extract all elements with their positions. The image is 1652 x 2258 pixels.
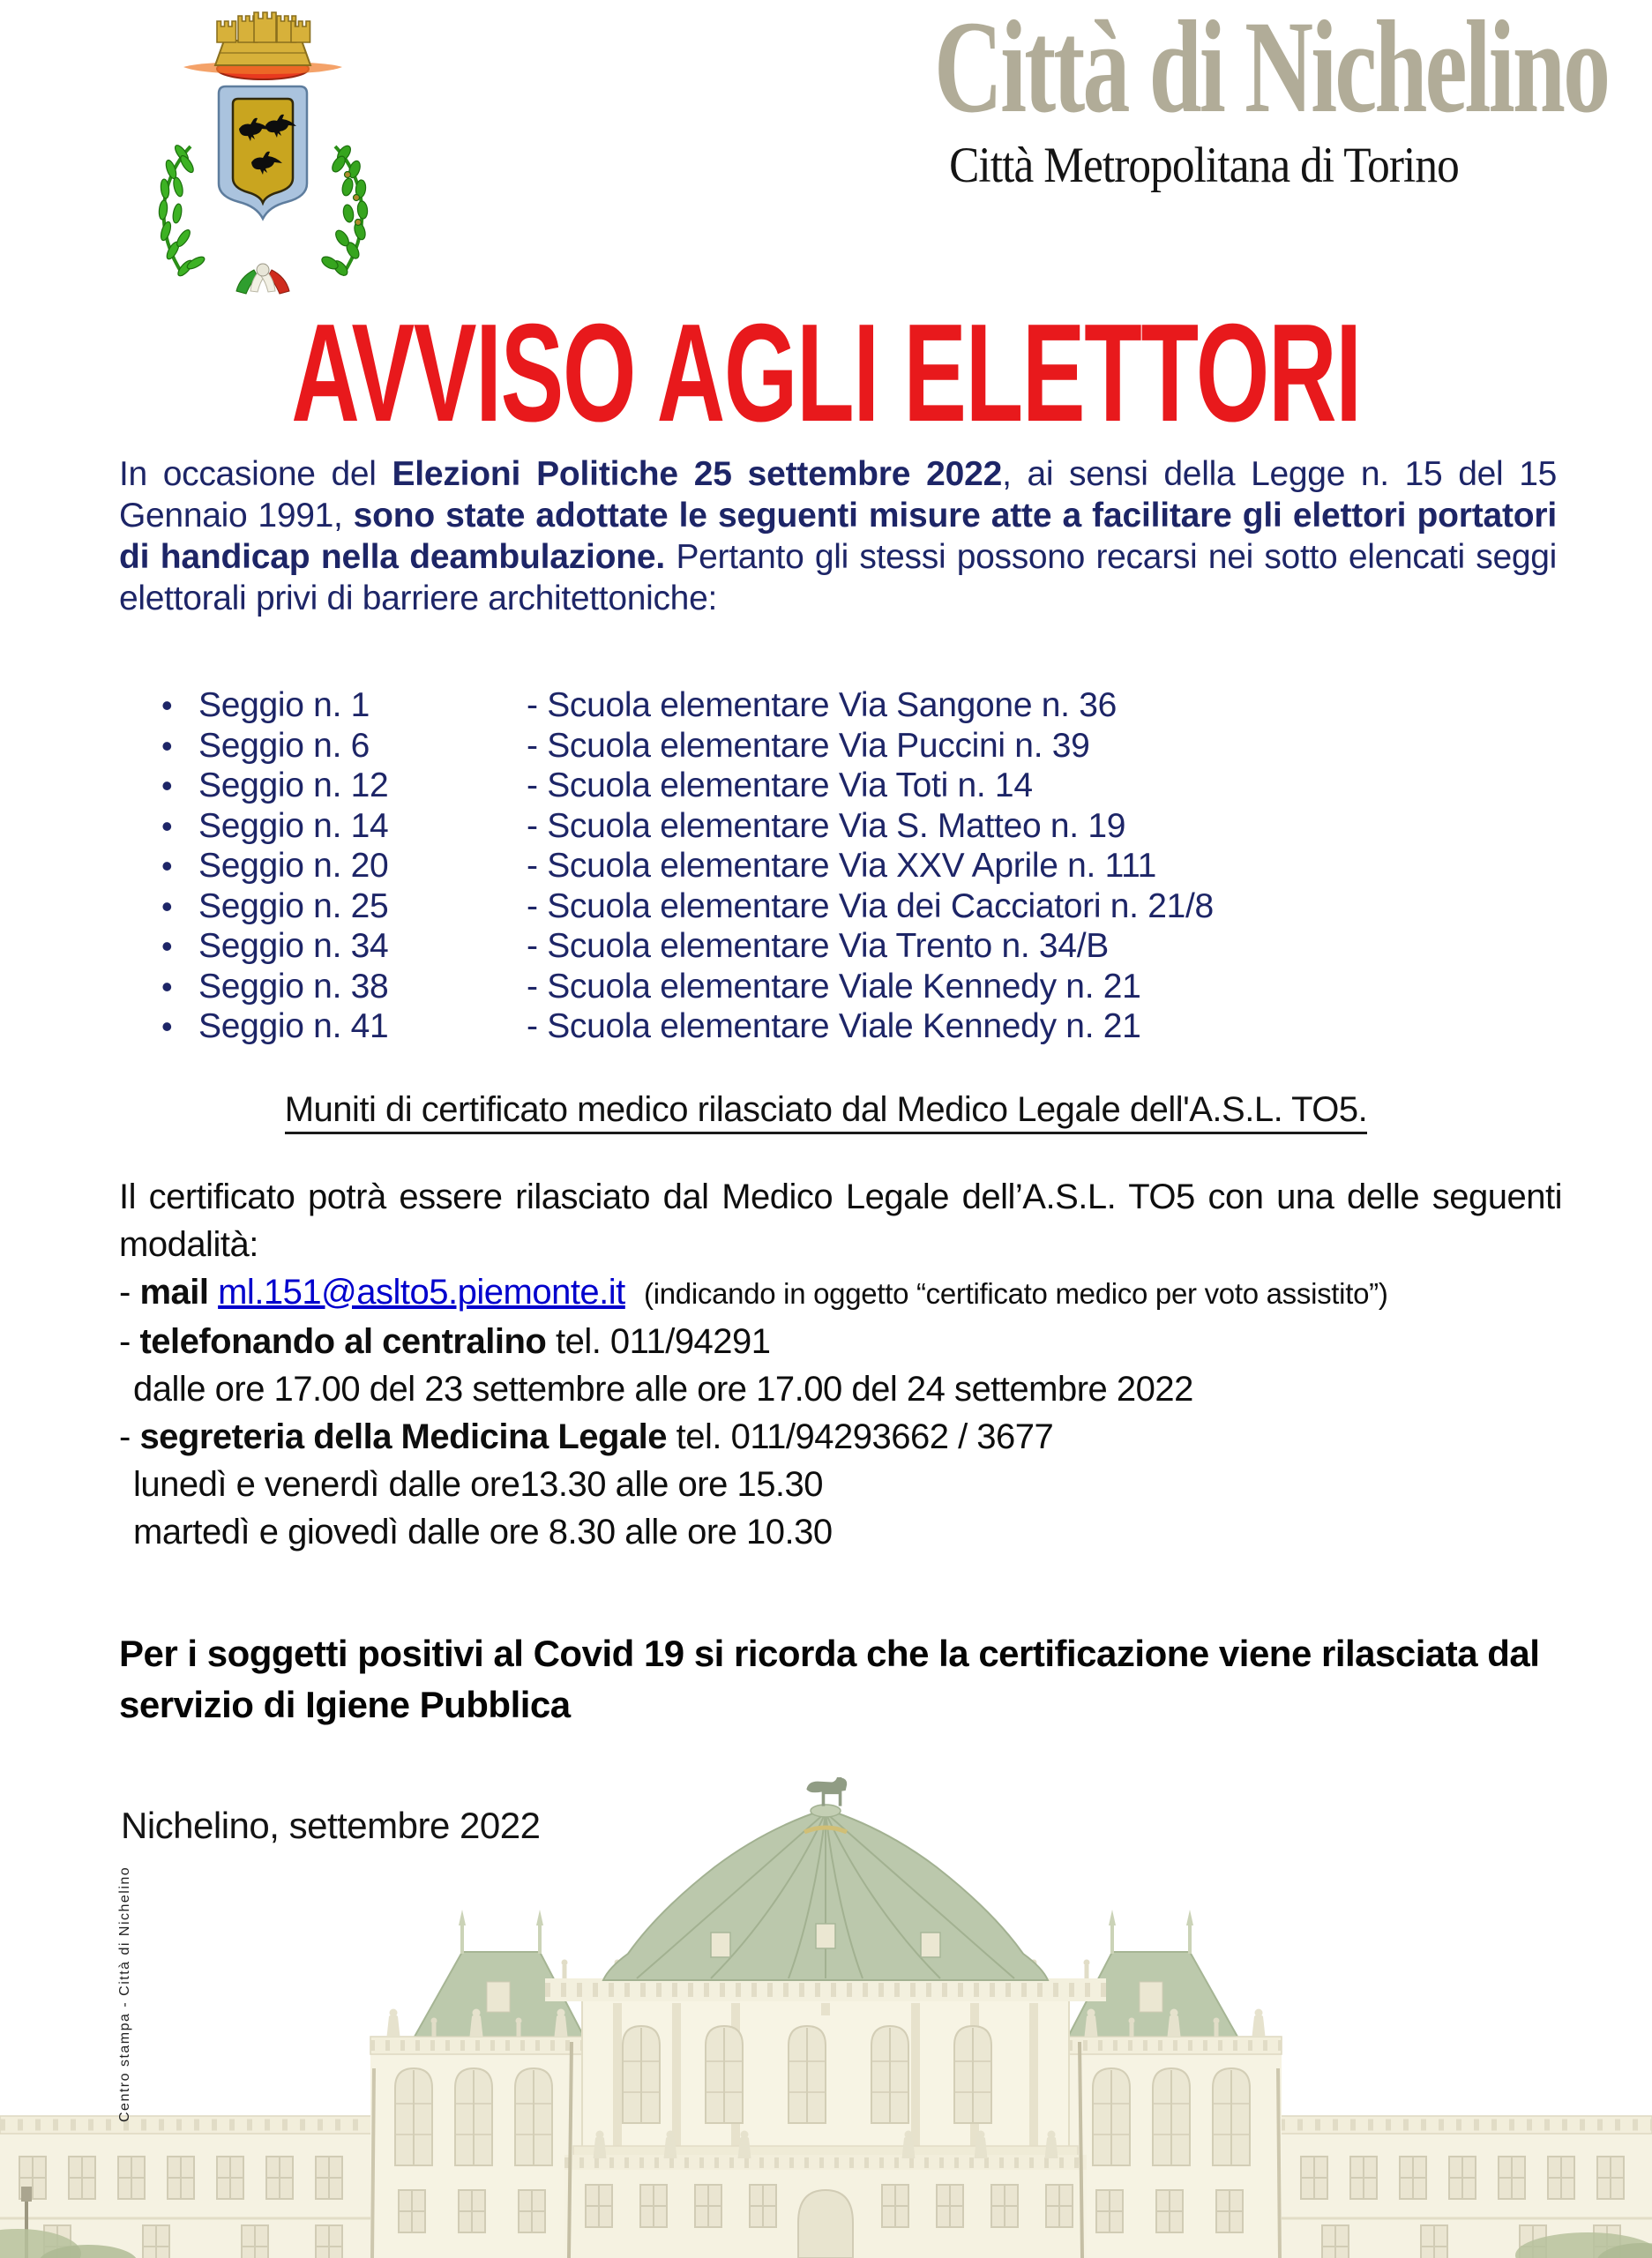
list-item: [161, 766, 1214, 807]
intro-text-1: In occasione del: [119, 455, 392, 493]
seggio-desc: - Scuola elementare Via Trento n. 34/B: [527, 927, 1109, 965]
modalities-intro: Il certificato potrà essere rilasciato dal Medico Legale dell’A.S.L. TO5 con una delle seguenti modalità:: [119, 1178, 1562, 1264]
print-credit: Centro stampa - Città di Nichelino: [117, 1865, 132, 2122]
notice-title: AVVISO AGLI ELETTORI: [291, 295, 1361, 451]
intro-bold-2: sono state adottate le seguenti misure atte a facilitare gli elettori portatori di handicap nella deambulazione.: [119, 497, 1557, 576]
list-item: [161, 1007, 1214, 1048]
city-subtitle: Città Metropolitana di Torino: [949, 138, 1459, 193]
intro-text-2: , ai sensi della Legge n. 15 del 15 Gennaio 1991,: [119, 455, 1557, 535]
coat-of-arms: [122, 7, 406, 300]
bullet-icon: •: [161, 928, 173, 964]
list-item: [161, 968, 1214, 1008]
mail-line: - mail ml.151@aslto5.piemonte.it (indicando in oggetto “certificato medico per voto assistito”): [119, 1273, 1388, 1312]
phone-hours: dalle ore 17.00 del 23 settembre alle ore 17.00 del 24 settembre 2022: [133, 1370, 1193, 1409]
city-title: Città di Nichelino: [934, 0, 1609, 140]
bullet-icon: •: [161, 807, 173, 844]
email-link: ml.151@aslto5.piemonte.it: [218, 1273, 625, 1312]
bullet-icon: •: [161, 727, 173, 764]
seggio-desc: - Scuola elementare Via Puccini n. 39: [527, 726, 1090, 765]
seggio-desc: - Scuola elementare Viale Kennedy n. 21: [527, 967, 1141, 1006]
phone-line: - telefonando al centralino tel. 011/94291: [119, 1322, 771, 1361]
bullet-icon: •: [161, 1008, 173, 1044]
seggio-label: Seggio n. 1: [198, 686, 370, 724]
list-item: [161, 807, 1214, 848]
list-item: [161, 727, 1214, 767]
seggio-desc: - Scuola elementare Via Toti n. 14: [527, 766, 1033, 804]
seggio-desc: - Scuola elementare Viale Kennedy n. 21: [527, 1007, 1141, 1045]
seggio-label: Seggio n. 34: [198, 927, 389, 965]
mail-label: mail: [139, 1273, 209, 1312]
intro-text-3: Pertanto gli stessi possono recarsi nei sotto elencati seggi elettorali privi di barriere architettoniche:: [119, 538, 1557, 617]
secretary-number: tel. 011/94293662 / 3677: [667, 1417, 1054, 1456]
seggio-desc: - Scuola elementare Via S. Matteo n. 19: [527, 806, 1126, 845]
secretary-hours-2: martedì e giovedì dalle ore 8.30 alle ore 10.30: [133, 1513, 833, 1551]
covid-notice: Per i soggetti positivi al Covid 19 si ricorda che la certificazione viene rilasciata dal servizio di Igiene Pubblica: [119, 1633, 1540, 1725]
list-item: [161, 686, 1214, 727]
list-item: [161, 847, 1214, 887]
seggi-list: [161, 686, 1214, 1048]
certificate-modalities: [119, 1173, 1562, 1556]
list-item: [161, 927, 1214, 968]
bullet-icon: •: [161, 968, 173, 1005]
seggio-label: Seggio n. 25: [198, 886, 389, 925]
seggio-label: Seggio n. 20: [198, 847, 389, 885]
secretary-hours-1: lunedì e venerdì dalle ore13.30 alle ore 15.30: [133, 1465, 824, 1504]
bullet-icon: •: [161, 687, 173, 723]
seggio-label: Seggio n. 14: [198, 806, 389, 845]
secretary-line: - segreteria della Medicina Legale tel. 011/94293662 / 3677: [119, 1417, 1054, 1456]
bullet-icon: •: [161, 767, 173, 804]
place-date: Nichelino, settembre 2022: [121, 1805, 541, 1846]
intro-bold-1: Elezioni Politiche 25 settembre 2022: [392, 455, 1003, 493]
seggio-label: Seggio n. 6: [198, 726, 370, 765]
seggio-desc: - Scuola elementare Via dei Cacciatori n. 21/8: [527, 886, 1214, 925]
phone-number: tel. 011/94291: [546, 1322, 771, 1361]
certificate-note: Muniti di certificato medico rilasciato dal Medico Legale dell'A.S.L. TO5.: [0, 1090, 1652, 1130]
seggio-desc: - Scuola elementare Via Sangone n. 36: [527, 686, 1117, 724]
seggio-label: Seggio n. 41: [198, 1007, 389, 1045]
list-item: [161, 887, 1214, 928]
palace-photo: [0, 1777, 1652, 2258]
seggio-desc: - Scuola elementare Via XXV Aprile n. 111: [527, 847, 1156, 885]
bullet-icon: •: [161, 848, 173, 884]
seggio-label: Seggio n. 38: [198, 967, 389, 1006]
phone-label: telefonando al centralino: [139, 1322, 547, 1361]
intro-paragraph: [119, 453, 1557, 619]
mail-note: (indicando in oggetto “certificato medico per voto assistito”): [644, 1277, 1388, 1310]
seggio-label: Seggio n. 12: [198, 766, 389, 804]
bullet-icon: •: [161, 887, 173, 924]
header: [829, 0, 1609, 194]
secretary-label: segreteria della Medicina Legale: [139, 1417, 668, 1456]
